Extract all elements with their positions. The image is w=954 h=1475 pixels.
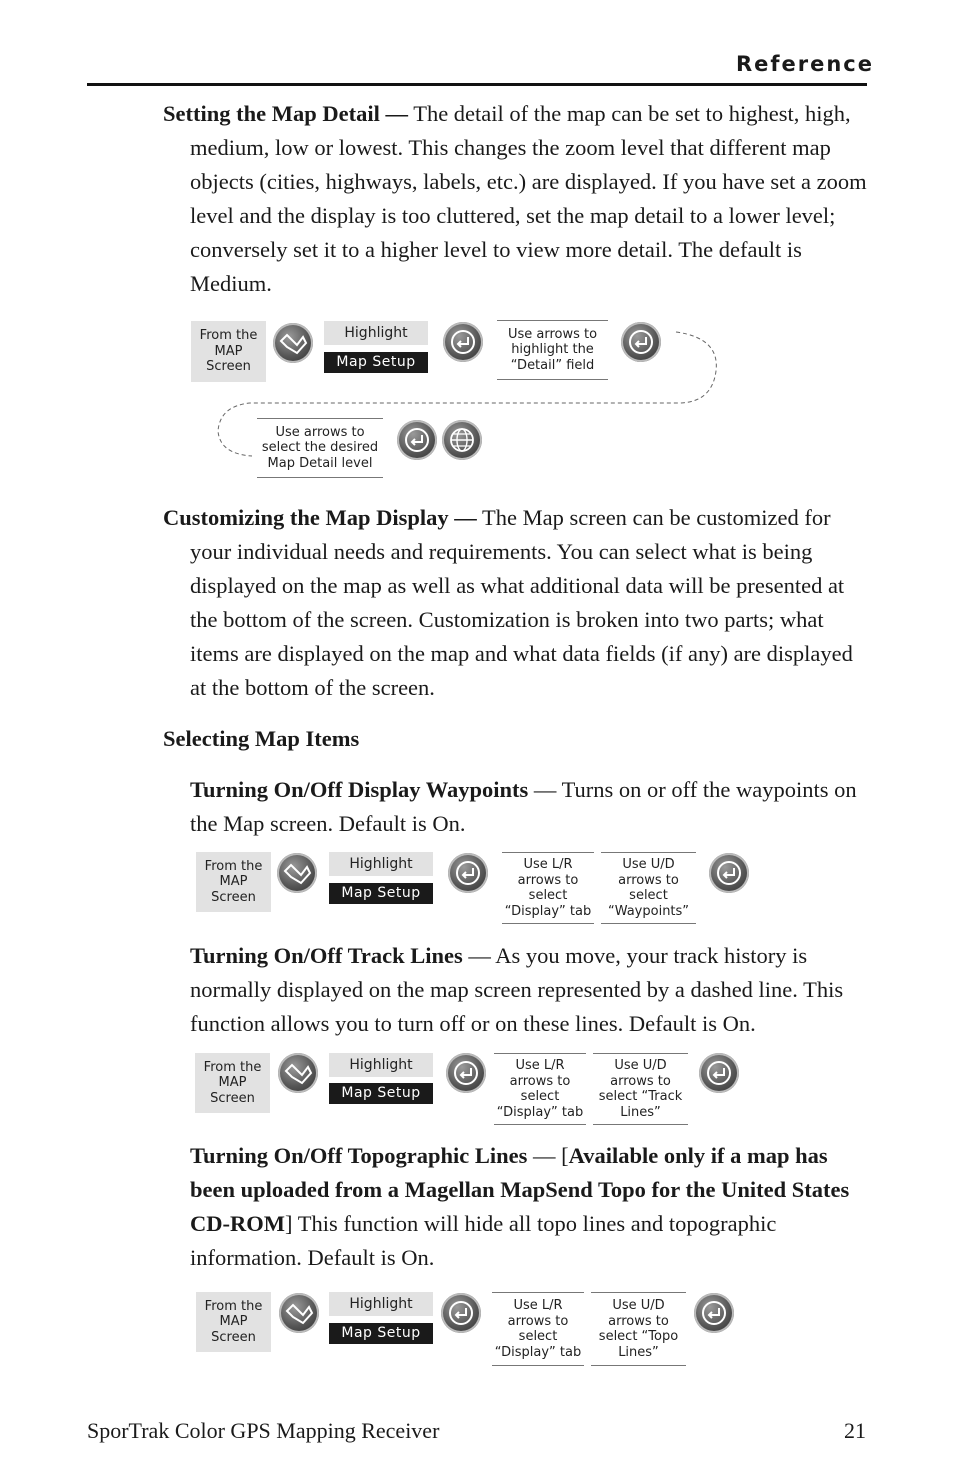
detail-step2-note: Use arrows to select the desired Map Detail level [257, 418, 383, 478]
map-detail-body: The detail of the map can be set to highest, high, medium, low or lowest. This changes the zoom level that different map objects (cities, highways, labels, etc.) are displayed. If you have set a zoom level and the display is too cluttered, set the map detail to a lower level; conversely set it to a higher level to view more detail. The default is Medium. [190, 101, 867, 296]
enter-button-icon [397, 420, 437, 460]
enter-button-icon [448, 853, 488, 893]
waypoints-heading: Turning On/Off Display Waypoints [190, 777, 529, 802]
detail-step1-note: Use arrows to highlight the “Detail” field [497, 320, 608, 380]
tracklines-body: — As you move, your track history is normally displayed on the map screen represented by a dashed line. This function allows you to turn off or on these lines. Default is On. [190, 943, 844, 1036]
highlight-label: Highlight [329, 852, 433, 876]
map-setup-label: Map Setup [324, 352, 428, 373]
page-number: 21 [844, 1418, 866, 1443]
map-detail-paragraph [163, 97, 868, 301]
from-map-screen-box: From the MAP Screen [191, 321, 266, 382]
map-detail-heading: Setting the Map Detail — [163, 101, 408, 126]
waypoints-paragraph [190, 773, 870, 841]
enter-button-icon [709, 853, 749, 893]
lr-display-note: Use L/R arrows to select “Display” tab [502, 852, 594, 924]
highlight-label: Highlight [329, 1053, 433, 1077]
topo-body: ] This function will hide all topo lines and topographic information. Default is On. [190, 1211, 777, 1270]
map-setup-label: Map Setup [329, 1083, 433, 1104]
topo-heading: Turning On/Off Topographic Lines [190, 1143, 528, 1168]
menu-button-icon [278, 1053, 318, 1093]
enter-button-icon [441, 1293, 481, 1333]
lr-display-note: Use L/R arrows to select “Display” tab [494, 1053, 586, 1125]
topo-availability-note: Available only if a map has been uploaded from a Magellan MapSend Topo for the United States CD-ROM [190, 1143, 850, 1236]
lr-display-note: Use L/R arrows to select “Display” tab [492, 1292, 584, 1366]
section-label: Reference [735, 52, 874, 76]
topo-dash: — [ [533, 1143, 569, 1168]
tracklines-heading: Turning On/Off Track Lines [190, 943, 463, 968]
menu-button-icon [279, 1293, 319, 1333]
highlight-label: Highlight [329, 1292, 433, 1316]
map-setup-label: Map Setup [329, 1323, 433, 1344]
enter-button-icon [694, 1293, 734, 1333]
selecting-heading: Selecting Map Items [163, 726, 360, 751]
nav-globe-button-icon [442, 420, 482, 460]
waypoints-body: — Turns on or off the waypoints on the Map screen. Default is On. [190, 777, 857, 836]
selecting-heading-block [163, 722, 868, 756]
map-setup-label: Map Setup [329, 883, 433, 904]
highlight-label: Highlight [324, 321, 428, 345]
ud-topo-note: Use U/D arrows to select “Topo Lines” [591, 1292, 686, 1366]
ud-track-note: Use U/D arrows to select “Track Lines” [593, 1053, 688, 1125]
topo-paragraph [190, 1139, 870, 1275]
from-map-screen-box: From the MAP Screen [196, 1292, 271, 1352]
header-rule [87, 83, 867, 86]
enter-button-icon [699, 1053, 739, 1093]
ud-waypoints-note: Use U/D arrows to select “Waypoints” [601, 852, 696, 924]
footer-title: SporTrak Color GPS Mapping Receiver [87, 1418, 440, 1443]
menu-button-icon [277, 853, 317, 893]
customizing-paragraph [163, 501, 868, 705]
customizing-body: The Map screen can be customized for your individual needs and requirements. You can select what is being displayed on the map as well as what additional data will be presented at the bottom of the screen. Customization is broken into two parts; what items are displayed on the map and what data fields (if any) are displayed at the bottom of the screen. [190, 505, 853, 700]
tracklines-paragraph [190, 939, 870, 1041]
customizing-heading: Customizing the Map Display — [163, 505, 477, 530]
enter-button-icon [446, 1053, 486, 1093]
from-map-screen-box: From the MAP Screen [195, 1053, 270, 1113]
from-map-screen-box: From the MAP Screen [196, 852, 271, 912]
